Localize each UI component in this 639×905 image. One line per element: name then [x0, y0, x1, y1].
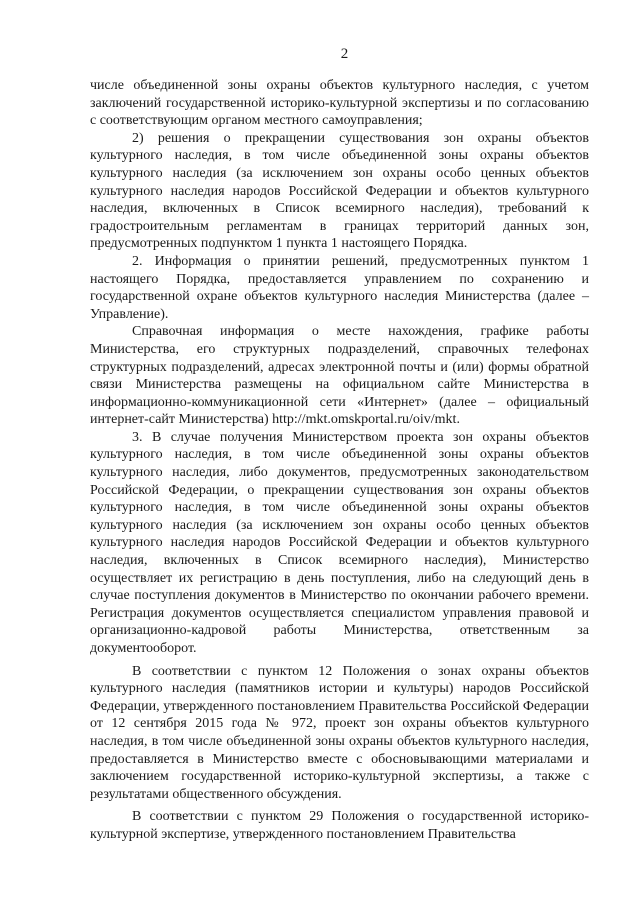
paragraph-item-2: 2) решения о прекращении существования зон охраны объектов культурного наследия, в том числе объединенной зоны охраны объектов культурного наследия (за исключением зон охраны особо ценных объектов культурного наследия народов Российской Федерации и объектов культурного наследия, включенных в Список всемирного наследия), требований к градостроительным регламентам в границах территорий данных зон, предусмотренных подпунктом 1 пункта 1 настоящего Порядка. [90, 130, 589, 252]
paragraph-reference-info: Справочная информация о месте нахождения, графике работы Министерства, его структурных подразделений, справочных телефонах структурных подразделений, адресах электронной почты и (или) формы обратной связи Министерства размещены на официальном сайте Министерства в информационно-коммуникационной сети «Интернет» (далее – официальный интернет-сайт Министерства) http://mkt.omskportal.ru/oiv/mkt. [90, 324, 589, 428]
paragraph-continuation: числе объединенной зоны охраны объектов культурного наследия, с учетом заключений государственной историко-культурной экспертизы и по согласованию с соответствующим органом местного самоуправления; [90, 78, 589, 129]
page-number: 2 [340, 46, 349, 62]
paragraph-section-3: 3. В случае получения Министерством проекта зон охраны объектов культурного наследия, в том числе объединенной зоны охраны объектов культурного наследия, либо документов, предусмотренных законодательством Российской Федерации, о прекращении существования зон охраны объектов культурного наследия, в том числе объединенной зоны охраны объектов культурного наследия (за исключением зон охраны особо ценных объектов культурного наследия народов Российской Федерации и объектов культурного наследия, включенных в Список всемирного наследия), Министерство осуществляет их регистрацию в день поступления, либо на следующий день в случае поступления документов в Министерство по окончании рабочего времени. Регистрация документов осуществляется специалистом управления правовой и организационно-кадровой работы Министерства, ответственным за документооборот. [90, 429, 589, 656]
paragraph-clause-29: В соответствии с пунктом 29 Положения о государственной историко-культурной экспертизе, утвержденного постановлением Правительства [90, 809, 589, 842]
paragraph-section-2: 2. Информация о принятии решений, предусмотренных пунктом 1 настоящего Порядка, предоставляется управлением по сохранению и государственной охране объектов культурного наследия Министерства (далее – Управление). [90, 253, 589, 322]
paragraph-clause-12: В соответствии с пунктом 12 Положения о зонах охраны объектов культурного наследия (памятников истории и культуры) народов Российской Федерации, утвержденного постановлением Правительства Российской Федерации от 12 сентября 2015 года № 972, проект зон охраны объектов культурного наследия, в том числе объединенной зоны охраны объектов культурного наследия, предоставляется в Министерство вместе с обосновывающими материалами и заключением государственной историко-культурной экспертизы, а также с результатами общественного обсуждения. [90, 663, 589, 802]
document-body [90, 77, 589, 844]
